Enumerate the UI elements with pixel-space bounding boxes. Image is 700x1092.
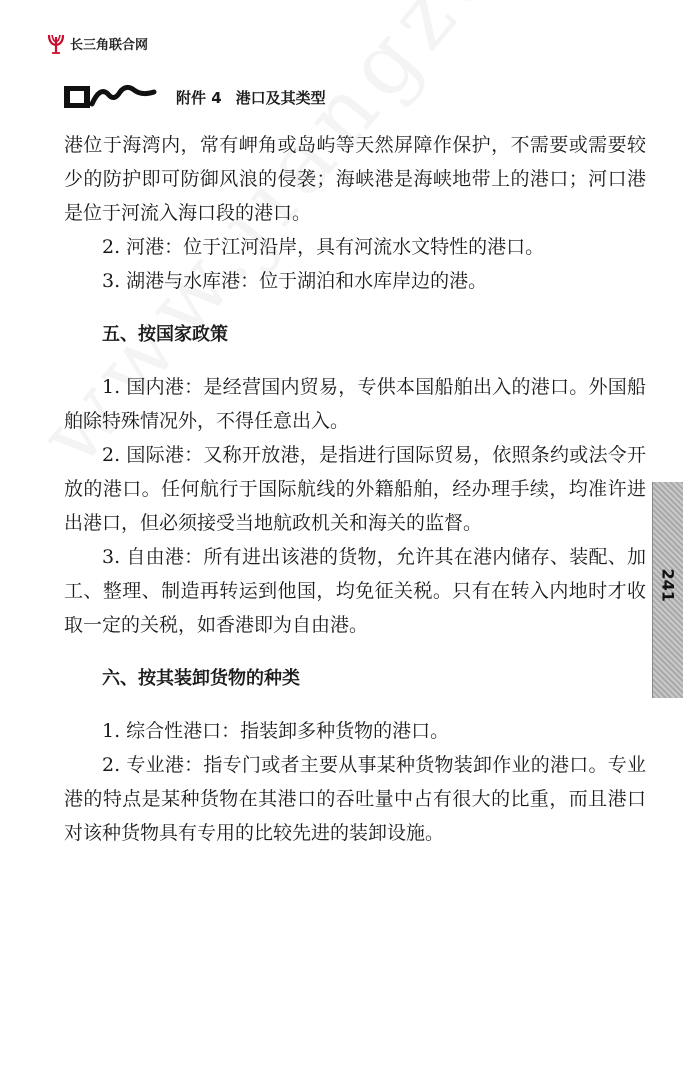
header-brush-mark-icon [64,80,174,114]
brand-logo-icon [46,32,66,54]
brand-name: 长三角联合网 [70,37,149,53]
header-title: 港口及其类型 [235,88,326,107]
paragraph: 2. 河港：位于江河沿岸，具有河流水文特性的港口。 [102,236,545,258]
page-number: 241 [658,568,678,602]
paragraph: 港位于海湾内，常有岬角或岛屿等天然屏障作保护，不需要或需要较少的防护即可防御风浪的侵袭；海峡港是海峡地带上的港口；河口港是位于河流入海口段的港口。 [64,134,646,224]
paragraph: 2. 国际港：又称开放港，是指进行国际贸易，依照条约或法令开放的港口。任何航行于国际航线的外籍船舶，经办理手续，均准许进出港口，但必须接受当地航政机关和海关的监督。 [64,444,646,534]
brand[interactable] [46,32,148,54]
section-heading: 五、按国家政策 [102,324,228,345]
main-text [64,128,646,850]
page-header [64,80,326,114]
page-side-tab [652,482,683,698]
header-appendix: 附件 4 [176,88,222,107]
paragraph: 1. 综合性港口：指装卸多种货物的港口。 [102,720,450,742]
paragraph: 3. 自由港：所有进出该港的货物，允许其在港内储存、装配、加工、整理、制造再转运到他国，均免征关税。只有在转入内地时才收取一定的关税，如香港即为自由港。 [64,546,646,636]
paragraph: 3. 湖港与水库港：位于湖泊和水库岸边的港。 [102,270,488,292]
paragraph: 2. 专业港：指专门或者主要从事某种货物装卸作业的港口。专业港的特点是某种货物在其港口的吞吐量中占有很大的比重，而且港口对该种货物具有专用的比较先进的装卸设施。 [64,754,646,844]
paragraph: 1. 国内港：是经营国内贸易，专供本国船舶出入的港口。外国船舶除特殊情况外，不得任意出入。 [64,376,646,432]
section-heading: 六、按其装卸货物的种类 [102,668,300,689]
